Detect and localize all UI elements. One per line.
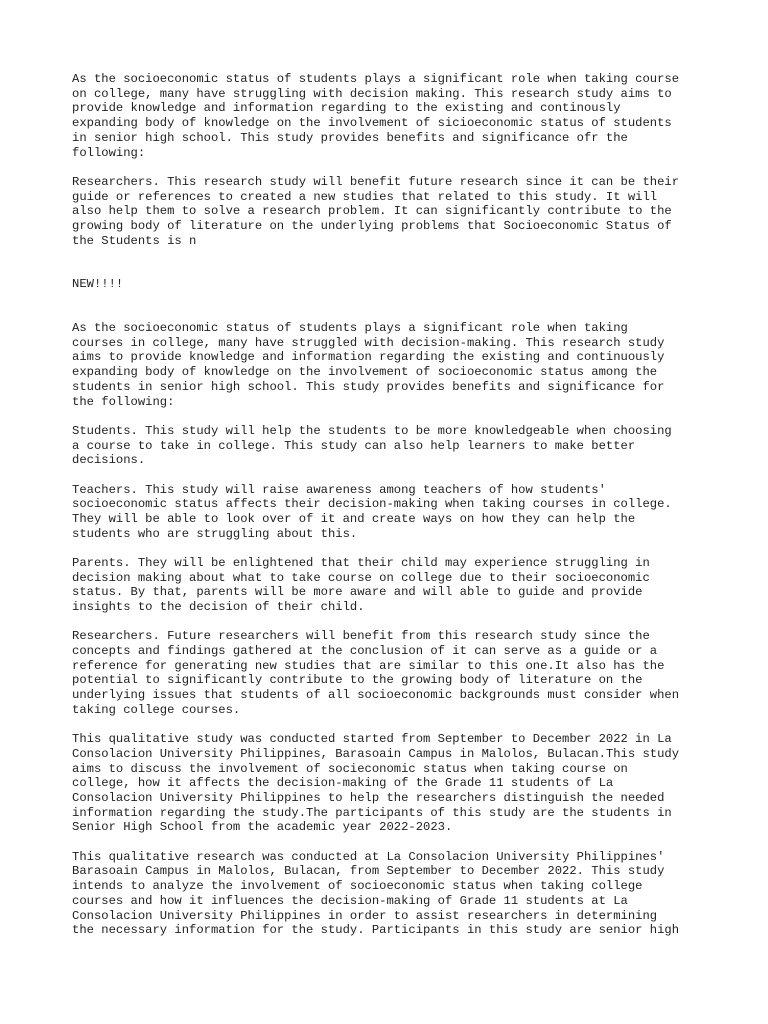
parents-paragraph: Parents. They will be enlightened that their child may experience struggling in decision making about what to take course on college due to their socioeconomic status. By that, parents will be more aware and will able to guide and provide insights to the decision of their child.	[72, 555, 650, 615]
document-page	[72, 72, 702, 953]
researchers-paragraph-revised: Researchers. Future researchers will benefit from this research study since the concepts and findings gathered at the conclusion of it can serve as a guide or a reference for generating new studies that are similar to this one.It also has the potential to significantly contribute to the growing body of literature on the underlying issues that students of all socioeconomic backgrounds must consider when taking college courses.	[72, 629, 680, 717]
intro-paragraph-draft: As the socioeconomic status of students plays a significant role when taking course on college, many have struggling with decision making. This research study aims to provide knowledge and information regarding to the existing and continously expanding body of knowledge on the involvement of sicioeconomic status of students in senior high school. This study provides benefits and significance ofr the following:	[72, 72, 680, 160]
scope-paragraph-draft: This qualitative study was conducted started from September to December 2022 in La Consolacion University Philippines, Barasoain Campus in Malolos, Bulacan.This study aims to discuss the involvement of socieconomic status when taking course on college, how it affects the decision-making of the Grade 11 students of La Consolacion University Philippines to help the researchers distinguish the needed information regarding the study.The participants of this study are the students in Senior High School from the academic year 2022-2023.	[72, 732, 680, 835]
intro-paragraph-revised: As the socioeconomic status of students plays a significant role when taking courses in college, many have struggled with decision-making. This research study aims to provide knowledge and information regarding the existing and continuously expanding body of knowledge on the involvement of socioeconomic status among the students in senior high school. This study provides benefits and significance for the following:	[72, 321, 665, 409]
students-paragraph: Students. This study will help the students to be more knowledgeable when choosing a course to take in college. This study can also help learners to make better decisions.	[72, 423, 672, 468]
new-marker-heading: NEW!!!!	[72, 277, 124, 292]
researchers-paragraph-draft: Researchers. This research study will benefit future research since it can be their guide or references to created a new studies that related to this study. It will also help them to solve a research problem. It can significantly contribute to the growing body of literature on the underlying problems that Socioeconomic Status of the Students is n	[72, 174, 680, 248]
teachers-paragraph: Teachers. This study will raise awareness among teachers of how students' socioeconomic status affects their decision-making when taking courses in college. They will be able to look over of it and create ways on how they can help the students who are struggling about this.	[72, 482, 672, 541]
scope-paragraph-revised: This qualitative research was conducted at La Consolacion University Philippines' Barasoain Campus in Malolos, Bulacan, from September to December 2022. This study intends to analyze the involvement of socioeconomic status when taking college courses and how it influences the decision-making of Grade 11 students at La Consolacion University Philippines in order to assist researchers in determining the necessary information for the study. Participants in this study are senior high	[72, 849, 680, 938]
